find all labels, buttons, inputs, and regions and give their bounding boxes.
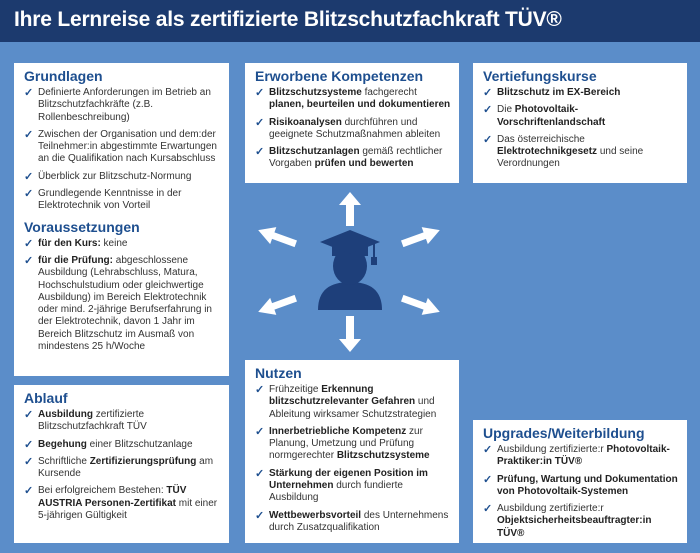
- list-item: [24, 439, 221, 451]
- list-item-text: Bei erfolgreichem Bestehen:: [38, 485, 167, 497]
- list-item-text: keine: [100, 237, 128, 249]
- list-item-text: Zwischen der Organisation und dem:der Teilnehmer:in abgestimmte Erwartungen an die Qualifikation nach Kursabschluss: [38, 128, 217, 165]
- list-item-text: Überblick zur Blitzschutz-Normung: [38, 170, 192, 182]
- list-item-text: Definierte Anforderungen im Betrieb an Blitzschutzfachkräfte (z.B. Rollenbeschreibung): [38, 87, 211, 123]
- nutzen-card: [245, 360, 459, 543]
- list-item: [24, 188, 221, 213]
- list-item: [24, 255, 221, 353]
- checkmark-icon: ✓: [24, 485, 34, 498]
- list-item-text: Blitzschutz im EX-Bereich: [497, 87, 621, 98]
- list-item-text: Erkennung blitzschutzrelevanter Gefahren: [269, 384, 416, 408]
- list-item: [255, 87, 451, 112]
- arrow-upper-right-icon: [400, 222, 442, 252]
- list-item-text: mit einer 5-jährigen Gültigkeit: [38, 497, 218, 522]
- arrow-up-icon: [339, 192, 361, 226]
- voraussetzungen-list: [24, 238, 221, 354]
- list-item-text: Objektsicherheitsbeauftragter:in TÜV®: [497, 515, 652, 539]
- list-item-text: zertifizierte Blitzschutzfachkraft TÜV: [38, 409, 147, 433]
- upgrades-list: [483, 444, 679, 540]
- list-item: [255, 117, 451, 142]
- grundlagen-voraussetzungen-card: [14, 63, 229, 376]
- checkmark-icon: ✓: [24, 254, 34, 267]
- list-item-text: Blitzschutzsysteme: [336, 450, 430, 462]
- list-item-text: für die Prüfung:: [38, 254, 113, 266]
- list-item-text: und Ableitung wirksamer Schutzstrategien: [269, 396, 437, 420]
- checkmark-icon: ✓: [483, 133, 493, 146]
- list-item-text: und seine Verordnungen: [497, 146, 644, 170]
- list-item: [24, 485, 221, 522]
- checkmark-icon: ✓: [24, 409, 34, 421]
- list-item-text: Blitzschutzsysteme: [269, 87, 362, 98]
- checkmark-icon: ✓: [255, 384, 265, 396]
- checkmark-icon: ✓: [255, 146, 265, 159]
- list-item-text: am Kursende: [38, 455, 214, 480]
- list-item-text: Stärkung der eigenen Position im Unternehmen: [269, 467, 428, 492]
- list-item-text: Begehung: [38, 438, 87, 450]
- list-item: [24, 129, 221, 166]
- ablauf-heading: Ablauf: [24, 390, 68, 406]
- checkmark-icon: ✓: [483, 444, 493, 456]
- list-item: [483, 474, 679, 499]
- list-item: [24, 456, 221, 481]
- list-item: [24, 87, 221, 124]
- checkmark-icon: ✓: [24, 128, 34, 141]
- list-item-text: durchführen und geeignete Schutzmaßnahmen ableiten: [269, 116, 441, 140]
- list-item-text: durch fundierte Ausbildung: [269, 480, 403, 504]
- list-item-text: Das österreichische: [497, 133, 585, 145]
- list-item-text: Frühzeitige: [269, 384, 322, 395]
- arrow-lower-right-icon: [400, 290, 442, 320]
- list-item-text: TÜV AUSTRIA Personen-Zertifikat: [38, 485, 187, 509]
- nutzen-heading: Nutzen: [255, 365, 302, 381]
- list-item-text: einer Blitzschutzanlage: [86, 438, 193, 450]
- list-item-text: Die: [497, 104, 515, 116]
- grundlagen-heading: Grundlagen: [24, 68, 103, 84]
- arrow-down-icon: [339, 316, 361, 352]
- arrow-upper-left-icon: [256, 222, 298, 252]
- checkmark-icon: ✓: [255, 509, 265, 522]
- list-item-text: Photovoltaik-Vorschriftenlandschaft: [497, 104, 606, 128]
- list-item-text: zur Planung, Umetzung und Prüfung normgerechter: [269, 425, 423, 462]
- list-item-text: planen, beurteilen und dokumentieren: [269, 99, 451, 111]
- checkmark-icon: ✓: [24, 170, 34, 183]
- list-item-text: gemäß rechtlicher Vorgaben: [269, 146, 443, 170]
- list-item-text: Blitzschutzanlagen: [269, 146, 360, 158]
- voraussetzungen-heading: Voraussetzungen: [24, 218, 140, 235]
- list-item: [483, 444, 679, 469]
- list-item: [255, 468, 451, 505]
- list-item-text: Ausbildung zertifizierte:r: [497, 503, 604, 515]
- list-item: [255, 146, 451, 171]
- ablauf-card: [14, 385, 229, 543]
- grundlagen-list: [24, 87, 221, 213]
- list-item-text: des Unternehmens durch Zusatzqualifikation: [269, 509, 449, 533]
- checkmark-icon: ✓: [255, 87, 265, 99]
- list-item-text: Ausbildung zertifizierte:r: [497, 444, 607, 455]
- list-item: [483, 134, 679, 171]
- list-item-text: abgeschlossene Ausbildung (Lehrabschluss, Matura, Hochschulstudium oder gleichwertige Ausbildung) im Bereich Elektrotechnik oder mind. 2-jährige Berufserfahrung in der Elektrotechnik, davon 1 Jahr im Bereich Blitzschutz im Ausmaß von mindestens 25 h/Woche: [38, 254, 212, 353]
- checkmark-icon: ✓: [24, 438, 34, 451]
- list-item: [255, 426, 451, 463]
- checkmark-icon: ✓: [483, 87, 493, 99]
- upgrades-heading: Upgrades/Weiterbildung: [483, 425, 645, 441]
- kompetenzen-list: [255, 87, 451, 171]
- list-item-text: Wettbewerbsvorteil: [269, 509, 362, 521]
- page-title: Ihre Lernreise als zertifizierte Blitzschutzfachkraft TÜV®: [14, 8, 562, 31]
- list-item: [483, 503, 679, 540]
- checkmark-icon: ✓: [483, 104, 493, 117]
- list-item-text: Elektrotechnikgesetz: [497, 146, 598, 158]
- list-item: [255, 510, 451, 535]
- list-item-text: Innerbetriebliche Kompetenz: [269, 425, 407, 437]
- list-item-text: für den Kurs:: [38, 237, 101, 249]
- checkmark-icon: ✓: [24, 188, 34, 201]
- list-item: [483, 87, 679, 99]
- list-item: [24, 409, 221, 434]
- list-item-text: fachgerecht: [361, 87, 417, 98]
- kompetenzen-card: [245, 63, 459, 183]
- list-item-text: Photovoltaik-Praktiker:in TÜV®: [497, 444, 670, 468]
- list-item: [24, 171, 221, 183]
- vertiefung-list: [483, 87, 679, 171]
- checkmark-icon: ✓: [24, 455, 34, 468]
- list-item-text: Ausbildung: [38, 409, 93, 420]
- list-item-text: Risikoanalysen: [269, 116, 342, 128]
- checkmark-icon: ✓: [483, 503, 493, 516]
- graduate-icon: [310, 228, 390, 310]
- list-item-text: Schriftliche: [38, 455, 90, 467]
- checkmark-icon: ✓: [255, 116, 265, 129]
- checkmark-icon: ✓: [255, 425, 265, 438]
- vertiefung-card: [473, 63, 687, 183]
- list-item-text: prüfen und bewerten: [314, 158, 414, 170]
- checkmark-icon: ✓: [483, 473, 493, 486]
- kompetenzen-heading: Erworbene Kompetenzen: [255, 68, 424, 84]
- header-bar: [0, 0, 700, 42]
- list-item-text: Prüfung, Wartung und Dokumentation von Photovoltaik-Systemen: [497, 473, 678, 497]
- list-item-text: Zertifizierungsprüfung: [89, 455, 197, 467]
- nutzen-list: [255, 384, 451, 534]
- vertiefung-heading: Vertiefungskurse: [483, 68, 597, 84]
- list-item-text: Grundlegende Kenntnisse in der Elektrotechnik von Vorteil: [38, 188, 182, 212]
- arrow-lower-left-icon: [256, 290, 298, 320]
- checkmark-icon: ✓: [24, 87, 34, 99]
- list-item: [483, 104, 679, 129]
- checkmark-icon: ✓: [24, 237, 34, 250]
- upgrades-card: [473, 420, 687, 543]
- list-item: [24, 238, 221, 250]
- list-item: [255, 384, 451, 421]
- ablauf-list: [24, 409, 221, 522]
- checkmark-icon: ✓: [255, 467, 265, 480]
